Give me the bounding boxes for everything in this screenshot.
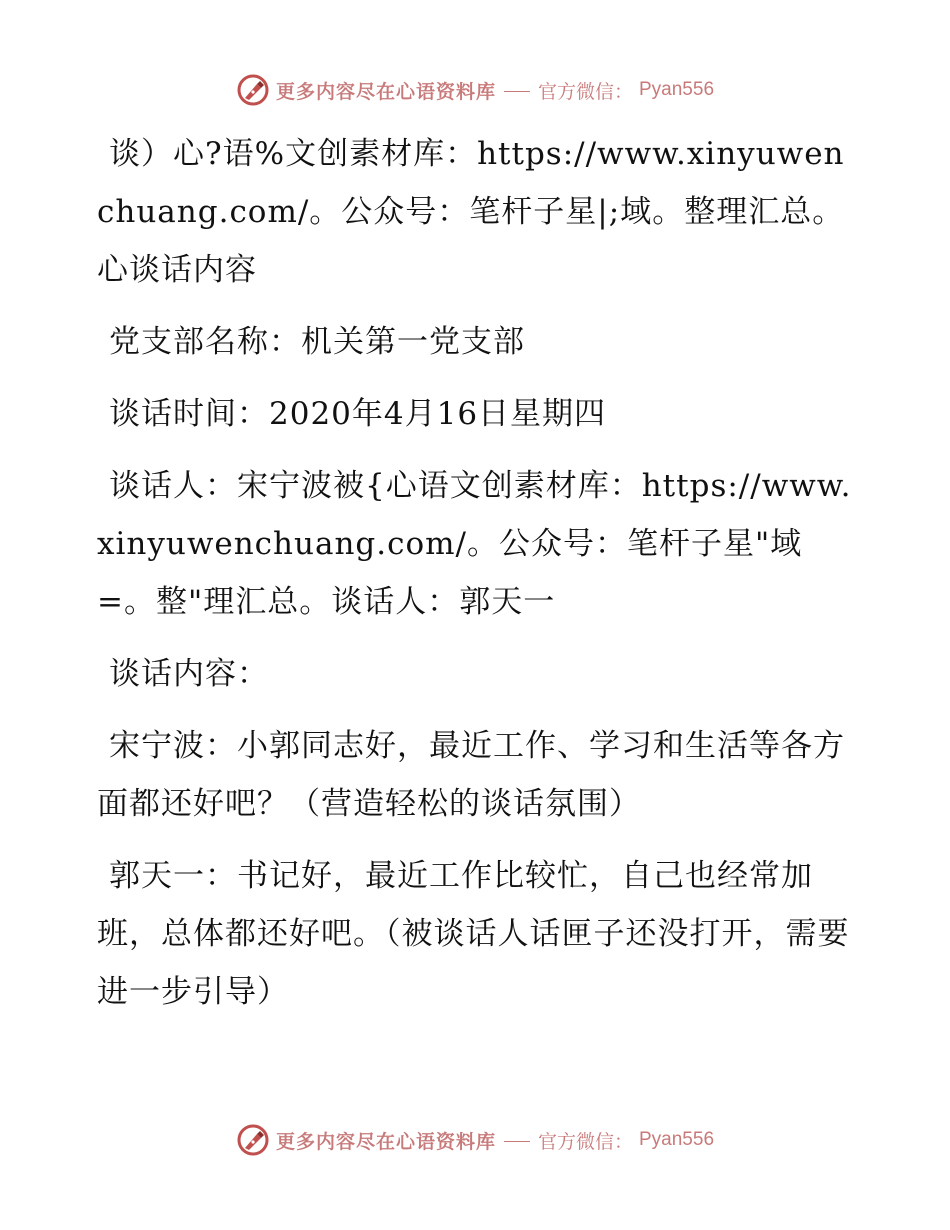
paragraph-source-note: 谈）心?语%文创素材库：https://www.xinyuwenchuang.com/。公众号：笔杆子星|;域。整理汇总。心谈话内容 [97, 136, 845, 288]
paragraph-dialogue-1: 宋宁波：小郭同志好，最近工作、学习和生活等各方面都还好吧？（营造轻松的谈话氛围） [97, 728, 845, 822]
paragraph-talk-time: 谈话时间：2020年4月16日星期四 [109, 396, 607, 432]
paragraph-content-heading: 谈话内容： [109, 656, 269, 692]
paragraph-dialogue-2: 郭天一：书记好，最近工作比较忙，自己也经常加班，总体都还好吧。（被谈话人话匣子还没打开，需要进一步引导） [97, 858, 850, 1010]
document-body [97, 125, 857, 1035]
footer-slogan: 更多内容尽在心语资料库 [275, 1130, 496, 1153]
paragraph-talker: 谈话人：宋宁波被{心语文创素材库：https://www.xinyuwenchuang.com/。公众号：笔杆子星"域=。整"理汇总。谈话人：郭天一 [97, 468, 852, 620]
pen-nib-logo-icon [236, 1123, 270, 1157]
footer-wechat-id: Pyan556 [639, 1129, 715, 1150]
pen-nib-logo-icon [236, 73, 270, 107]
header-dash [504, 91, 530, 92]
header-slogan: 更多内容尽在心语资料库 [275, 80, 496, 103]
footer-wechat-label: 官方微信： [537, 1130, 633, 1153]
header-wechat-label: 官方微信： [537, 80, 633, 103]
footer-banner [0, 1120, 950, 1160]
header-banner [0, 70, 950, 110]
footer-dash [504, 1141, 530, 1142]
header-wechat-id: Pyan556 [639, 79, 715, 100]
paragraph-branch-name: 党支部名称：机关第一党支部 [109, 324, 525, 360]
